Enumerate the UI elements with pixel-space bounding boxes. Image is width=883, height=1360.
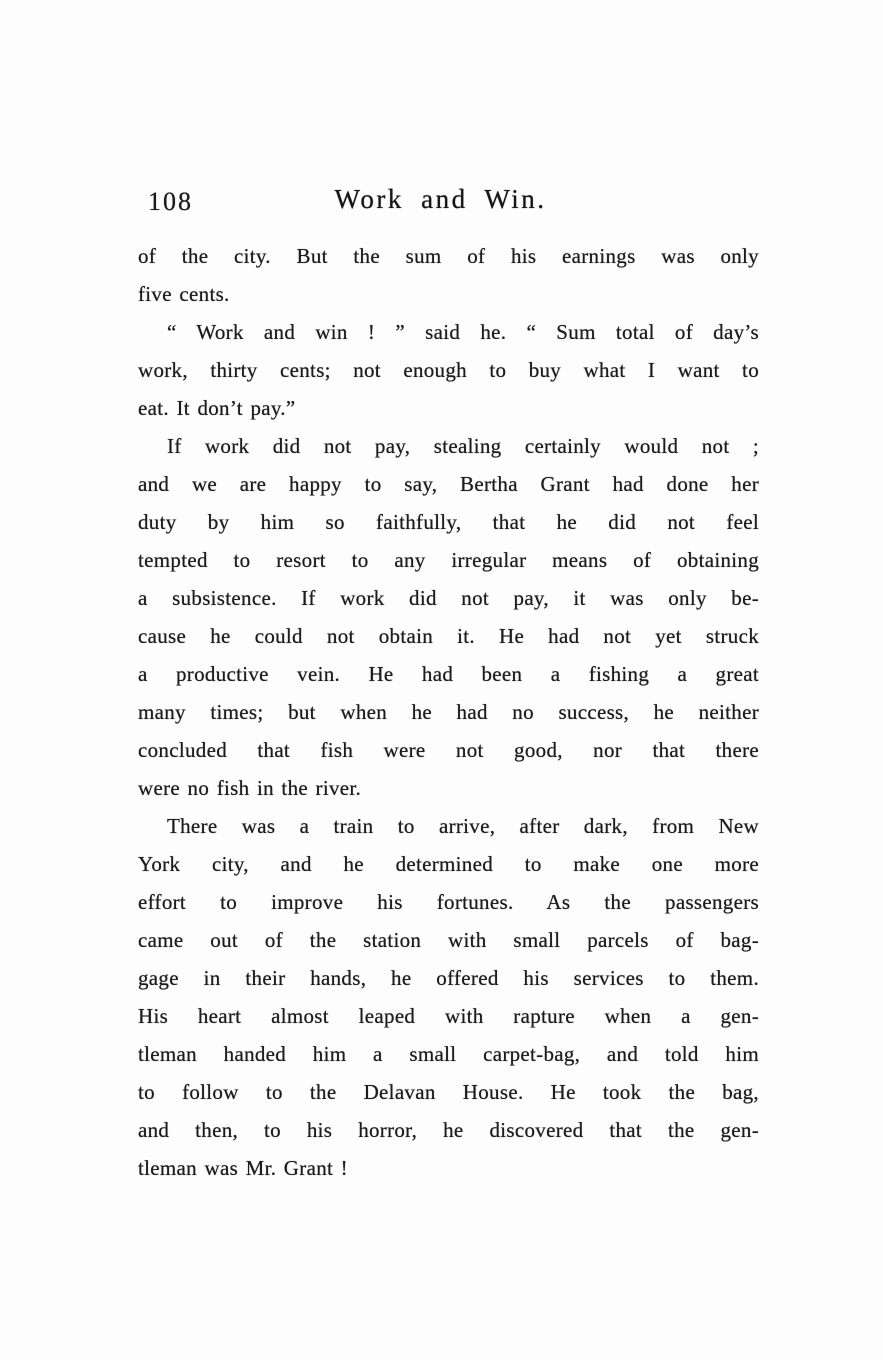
- text-line: work, thirty cents; not enough to buy what I want to: [138, 358, 759, 382]
- page-number: 108: [148, 187, 193, 216]
- text-line: a subsistence. If work did not pay, it was only be-: [138, 586, 759, 610]
- text-line: concluded that fish were not good, nor that there: [138, 738, 759, 762]
- text-line: came out of the station with small parcels of bag-: [138, 928, 759, 952]
- text-line: There was a train to arrive, after dark, from New: [167, 814, 759, 838]
- text-line: to follow to the Delavan House. He took the bag,: [138, 1080, 759, 1104]
- text-line: five cents.: [138, 282, 230, 306]
- page-header: [138, 184, 759, 224]
- text-line: cause he could not obtain it. He had not yet struck: [138, 624, 759, 648]
- text-line: If work did not pay, stealing certainly would not ;: [167, 434, 759, 458]
- text-line: and we are happy to say, Bertha Grant had done her: [138, 472, 759, 496]
- text-line: effort to improve his fortunes. As the passengers: [138, 890, 759, 914]
- text-line: were no fish in the river.: [138, 776, 362, 800]
- text-line: of the city. But the sum of his earnings was only: [138, 244, 759, 268]
- text-line: His heart almost leaped with rapture when a gen-: [138, 1004, 759, 1028]
- running-title: Work and Win.: [334, 184, 547, 214]
- body-text: [138, 237, 759, 1187]
- text-line: many times; but when he had no success, he neither: [138, 700, 759, 724]
- text-line: a productive vein. He had been a fishing a great: [138, 662, 759, 686]
- text-line: eat. It don’t pay.”: [138, 396, 296, 420]
- text-line: tleman handed him a small carpet-bag, and told him: [138, 1042, 759, 1066]
- text-line: duty by him so faithfully, that he did not feel: [138, 510, 759, 534]
- text-line: “ Work and win ! ” said he. “ Sum total of day’s: [167, 320, 759, 344]
- text-line: gage in their hands, he offered his services to them.: [138, 966, 759, 990]
- text-line: and then, to his horror, he discovered that the gen-: [138, 1118, 759, 1142]
- text-line: York city, and he determined to make one more: [138, 852, 759, 876]
- text-line: tleman was Mr. Grant !: [138, 1156, 348, 1180]
- text-line: tempted to resort to any irregular means of obtaining: [138, 548, 759, 572]
